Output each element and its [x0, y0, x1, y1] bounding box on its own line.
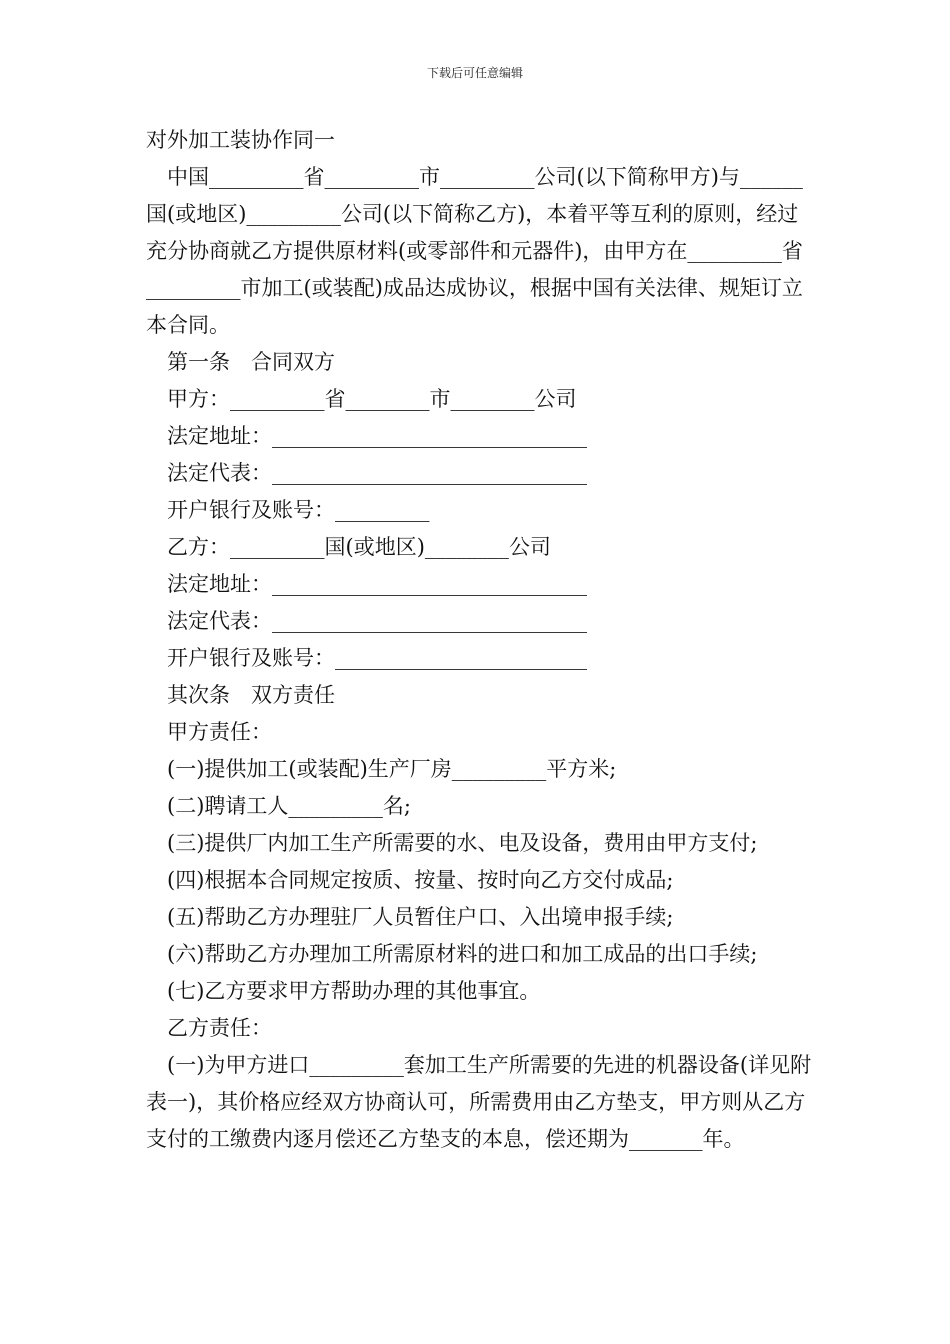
party-a-duty-item: (一)提供加工(或装配)生产厂房_________平方米; — [167, 757, 617, 781]
party-b-representative: 法定代表：______________________________ — [167, 609, 587, 633]
intro-paragraph: 中国_________省_________市_________公司(以下简称甲方)与______国(或地区)_________公司(以下简称乙方)，本着平等互利的原则，经过充分协商就乙方提供原材料(或零部件和元器件)，由甲方在_________省_________市加工(或装配)成品达成协议，根据中国有关法律、规矩订立本合同。 — [146, 165, 803, 337]
party-a-bank: 开户银行及账号：_________ — [167, 498, 430, 522]
party-b-address: 法定地址：______________________________ — [167, 572, 587, 596]
contract-body — [146, 122, 816, 1158]
party-b-bank: 开户银行及账号：________________________ — [167, 646, 587, 670]
party-a-line: 甲方：_________省________市________公司 — [167, 387, 577, 411]
party-b-duties-title: 乙方责任： — [167, 1016, 272, 1040]
party-a-representative: 法定代表：______________________________ — [167, 461, 587, 485]
party-a-duty-item: (三)提供厂内加工生产所需要的水、电及设备，费用由甲方支付; — [167, 831, 758, 855]
party-a-duty-item: (七)乙方要求甲方帮助办理的其他事宜。 — [167, 979, 541, 1003]
party-a-duties-title: 甲方责任： — [167, 720, 272, 744]
article1-heading: 第一条 合同双方 — [167, 350, 335, 374]
party-a-address: 法定地址：______________________________ — [167, 424, 587, 448]
party-b-line: 乙方：_________国(或地区)________公司 — [167, 535, 551, 559]
party-a-duty-item: (四)根据本合同规定按质、按量、按时向乙方交付成品; — [167, 868, 674, 892]
page-header-note: 下载后可任意编辑 — [426, 66, 523, 80]
party-a-duty-item: (六)帮助乙方办理加工所需原材料的进口和加工成品的出口手续; — [167, 942, 758, 966]
article2-heading: 其次条 双方责任 — [167, 683, 335, 707]
document-title: 对外加工装协作同一 — [146, 128, 335, 152]
party-a-duty-item: (五)帮助乙方办理驻厂人员暂住户口、入出境申报手续; — [167, 905, 674, 929]
party-b-duty-item: (一)为甲方进口_________套加工生产所需要的先进的机器设备(详见附表一)，其价格应经双方协商认可，所需费用由乙方垫支，甲方则从乙方支付的工缴费内逐月偿还乙方垫支的本息，偿还期为_______年。 — [146, 1053, 812, 1151]
party-a-duty-item: (二)聘请工人_________名; — [167, 794, 411, 818]
